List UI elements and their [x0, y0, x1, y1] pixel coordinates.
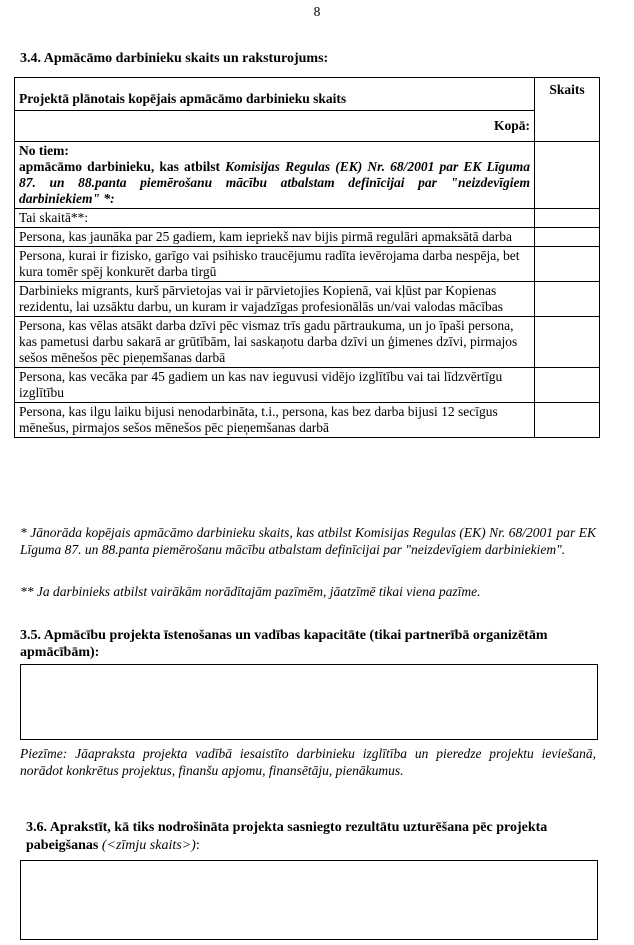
subgroup-bold: apmācāmo darbinieku, kas atbilst	[19, 159, 226, 174]
footnote-1: * Jānorāda kopējais apmācāmo darbinieku skaits, kas atbilst Komisijas Regulas (EK) Nr. 68/2001 par EK Līguma 87. un 88.panta piemērošanu mācību atbalstam definīcijai par "neizdevīgiem darbiniekiem".	[20, 525, 596, 557]
header-count: Skaits	[535, 78, 600, 142]
trainees-table	[14, 77, 600, 438]
subgroup-description	[15, 142, 535, 209]
sustainability-text-area[interactable]	[20, 860, 598, 940]
category-row-label: Persona, kas vecāka par 45 gadiem un kas nav ieguvusi vidējo izglītību vai tai līdzvērtīgu izglītību	[15, 368, 535, 403]
subgroup-suffix: *:	[100, 191, 115, 206]
tai-skaita-count-cell[interactable]	[535, 209, 600, 228]
header-label: Projektā plānotais kopējais apmācāmo darbinieku skaits	[15, 78, 535, 111]
section-3-6-colon: :	[195, 838, 200, 853]
section-3-6-heading	[26, 819, 596, 855]
category-row-count-cell[interactable]	[535, 317, 600, 368]
subgroup-intro: No tiem:	[19, 143, 69, 158]
char-count-hint: (<zīmju skaits>)	[98, 838, 196, 853]
category-row-label: Persona, kas jaunāka par 25 gadiem, kam iepriekš nav bijis pirmā regulāri apmaksātā darba	[15, 228, 535, 247]
category-row-count-cell[interactable]	[535, 228, 600, 247]
section-3-6-heading-text: 3.6. Aprakstīt, kā tiks nodrošināta projekta sasniegto rezultātu uzturēšana pēc projekta pabeigšanas	[26, 820, 548, 853]
category-row-count-cell[interactable]	[535, 282, 600, 317]
category-row-label: Darbinieks migrants, kurš pārvietojas vai ir pārvietojies Kopienā, vai kļūst par Kopienas rezidentu, lai uzsāktu darbu, un kuram ir vajadzīgas profesionālās un/vai valodas mācības	[15, 282, 535, 317]
capacity-text-area[interactable]	[20, 664, 598, 740]
category-row-label: Persona, kas ilgu laiku bijusi nenodarbināta, t.i., persona, kas bez darba bijusi 12 secīgus mēnešus, pirmajos sešos mēnešos pēc pieņemšanas darbā	[15, 403, 535, 438]
section-3-4-heading: 3.4. Apmācāmo darbinieku skaits un raksturojums:	[20, 51, 329, 66]
category-row-count-cell[interactable]	[535, 403, 600, 438]
page-number: 8	[313, 4, 321, 19]
category-row-count-cell[interactable]	[535, 247, 600, 282]
footnote-2: ** Ja darbinieks atbilst vairākām norādītajām pazīmēm, jāatzīmē tikai viena pazīme.	[20, 584, 481, 599]
section-3-5-heading: 3.5. Apmācību projekta īstenošanas un vadības kapacitāte (tikai partnerībā organizētām apmācībām):	[20, 628, 548, 660]
subgroup-definition: Komisijas Regulas (EK) Nr. 68/2001 par EK Līguma 87. un 88.panta piemērošanu mācību atbalstam definīcijai par "neizdevīgiem darbiniekiem"	[19, 159, 530, 206]
category-row-label: Persona, kas vēlas atsākt darba dzīvi pēc vismaz trīs gadu pārtraukuma, un jo īpaši persona, kas pametusi darbu sakarā ar grūtībām, lai saskaņotu darba dzīvi un ģimenes dzīvi, pirmajos sešos mēnešos pēc pieņemšanas darbā	[15, 317, 535, 368]
tai-skaita-label: Tai skaitā**:	[15, 209, 535, 228]
total-label: Kopā:	[15, 111, 535, 142]
category-row-label: Persona, kurai ir fizisko, garīgo vai psihisko traucējumu radīta ievērojama darba nespēja, bet kura tomēr spēj konkurēt darba tirgū	[15, 247, 535, 282]
section-3-5-note: Piezīme: Jāapraksta projekta vadībā iesaistīto darbinieku izglītība un pieredze projektu ieviešanā, norādot konkrētus projektus, finanšu apjomu, finansētāju, pienākumus.	[20, 746, 596, 778]
category-row-count-cell[interactable]	[535, 368, 600, 403]
subgroup-count-cell[interactable]	[535, 142, 600, 209]
